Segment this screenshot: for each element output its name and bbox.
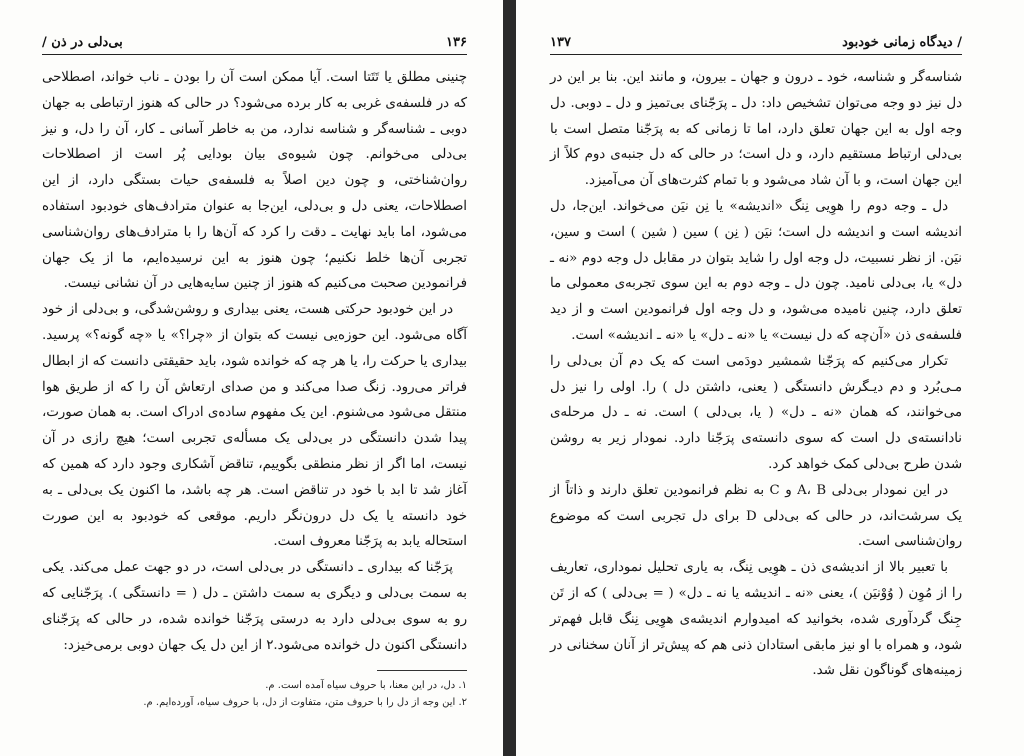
header-rule bbox=[550, 54, 962, 55]
body-text bbox=[42, 65, 467, 658]
footnote-rule bbox=[377, 670, 467, 671]
running-head bbox=[42, 30, 467, 50]
right-page bbox=[516, 0, 1024, 756]
footnote: ۱. دل، در این معنا، با حروف سیاه آمده است. م. bbox=[265, 680, 467, 692]
paragraph: شناسه‌گر و شناسه، خود ـ درون و جهان ـ بیرون، و مانند این. بنا بر این در دل نیز دو وجه می‌توان تشخیص داد: دل ـ پرَجّنای بی‌تمیز و دل ـ دوبی. دل وجه اول به این جهان تعلق دارد، اما تا زمانی که به پرَجّنا متصل است با بی‌دلی ارتباط مستقیم دارد، و دل است؛ در حالی که دل جنبه‌ی دوم کلاً از این جهان است، و با آن شاد می‌شود و با تمام کثرت‌های آن می‌آمیزد. bbox=[550, 70, 962, 189]
paragraph: دل ـ وجه دوم را هوِیی نِنگ «اندیشه» یا نِن نیَن می‌خواند. این‌جا، دل اندیشه است و اندیشه دل است؛ نیَن ( نِن ) سین ( شین ) است و سین، نیَن. از نظر نسبیت، دل وجه اول را شاید بتوان در مقابل دل وجه دوم «نه ـ دل» یا، بی‌دلی نامید. چون دل ـ وجه دوم به این سوی تجربه‌ی معمولی ما تعلق دارد، چنین نامیده می‌شود، و دل وجه اول فرانمودین است و از دید فلسفه‌ی ذن «آن‌چه که دل نیست» یا «نه ـ دل» یا «نه ـ اندیشه» است. bbox=[550, 198, 962, 343]
body-text bbox=[550, 65, 962, 684]
paragraph: در این خودبود حرکتی هست، یعنی بیداری و روشن‌شدگی، و بی‌دلی از خود آگاه می‌شود. این حوزه‌یی نیست که بتوان از «چرا؟» یا «چه گونه؟» پرسید. بیداری یا حرکت را، یا هر چه که خوانده شود، باید حقیقتی دانست که از ابطال فراتر می‌رود. زنگ صدا می‌کند و من صدای ارتعاش آن را که از طریق هوا منتقل می‌شود می‌شنوم. این یک مفهوم ساده‌ی ادراک است. به همان صورت، پیدا شدن دانستگی در بی‌دلی یک مسأله‌ی تجربی است؛ هیچ رازی در آن نیست، اما اگر از نظر منطقی بگوییم، تناقض آشکاری وجود دارد که همین که آغاز شد تا ابد با خود در تناقض است. هر چه باشد، ما اکنون یک بی‌دلی ـ به خود دانسته یا یک دل درون‌نگر داریم. موقعی که خودبود به این صورت استحاله یابد به پرَجّنا معروف است. bbox=[42, 302, 467, 550]
paragraph: در این نمودار بی‌دلی A، B و C به نظم فرانمودین تعلق دارند و ذاتاً از یک سرشت‌اند، در حالی که بی‌دلی D برای دل تجربی است که موضوع روان‌شناسی است. bbox=[550, 482, 962, 550]
paragraph: با تعبیر بالا از اندیشه‌ی ذن ـ هوِیی نِنگ، به یاری تحلیل نموداری، تعاریف را از مُوِن ( وُوْنیَن )، یعنی «نه ـ اندیشه یا نه ـ دل» ( = بی‌دلی ) که از تَن جِنگ گردآوری شده، بخوانید که امیدوارم اندیشه‌ی هوِیی نِنگ قابل فهم‌تر شود، و همراه با او نیز مابقی استادان ذنی هم که پیش‌تر از آنان سخنانی در زمینه‌های گوناگون نقل شد. bbox=[550, 560, 962, 679]
page-number: ۱۳۷ bbox=[550, 35, 571, 50]
page-number: ۱۳۶ bbox=[446, 35, 467, 50]
paragraph: پرَجّنا که بیداری ـ دانستگی در بی‌دلی است، در دو جهت عمل می‌کند. یکی به سمت بی‌دلی و دیگری به سمت داشتن ـ دل ( = دانستگی ). پرَجّنایی که رو به سوی بی‌دلی دارد به درستی پرَجّنا خوانده شده، در حالی که پرَجّنای دانستگی اکنون دل خوانده می‌شود.۲ از این دل یک جهان دوبی برمی‌خیزد: bbox=[42, 560, 467, 653]
paragraph: چنینی مطلق یا تَتَتا است. آیا ممکن است آن را بودن ـ ناب خواند، اصطلاحی که در فلسفه‌ی غربی به کار برده می‌شود؟ در حالی که هنوز ارتباطی به جهان دوبی ـ شناسه‌گر و شناسه ندارد، من به خاطر آسانی ـ کار، آن را دل، و نیز بی‌دلی می‌خوانم. چون شیوه‌ی بیان بودایی پُر است از اصطلاحات روان‌شناختی، و چون دین اصلاً به فلسفه‌ی حیات بستگی دارد، از این اصطلاحات، یعنی دل و بی‌دلی، این‌جا به عنوان مترادف‌های خودبود استفاده می‌شود، اما باید نهایت ـ دقت را کرد که آن‌ها را با مترادف‌های روان‌شناسی تجربی آن‌ها خلط نکنیم؛ چون هنوز به این نرسیده‌ایم، ما از یک جهان فرانمودین صحبت می‌کنیم که هنوز از چنین سایه‌هایی در آن نشانی نیست. bbox=[42, 70, 467, 292]
footnote: ۲. این وجه از دل را با حروف متن، متفاوت از دل، با حروف سیاه، آورده‌ایم. م. bbox=[143, 697, 467, 709]
left-page bbox=[0, 0, 503, 756]
header-rule bbox=[42, 54, 467, 55]
running-title: دیدگاه زمانی خودبود / bbox=[842, 35, 962, 50]
running-title: / بی‌دلی در ذن bbox=[42, 35, 123, 50]
book-gutter bbox=[503, 0, 516, 756]
paragraph: تکرار می‌کنیم که پرَجّنا شمشیر دودَمی است که یک دم آن بی‌دلی را مـی‌بُرد و دم دیـگرش دانستگی ( یعنی، داشتن دل ) را. اولی را نیز دل می‌خوانند، که همان «نه ـ دل» ( یا، بی‌دلی ) است. نه ـ دل مرحله‌ی نادانسته‌ی دل است که سوی دانسته‌ی پرَجّنا دارد. نمودار زیر به روشن شدن طرح بی‌دلی کمک خواهد کرد. bbox=[550, 353, 962, 472]
running-head bbox=[550, 30, 962, 50]
